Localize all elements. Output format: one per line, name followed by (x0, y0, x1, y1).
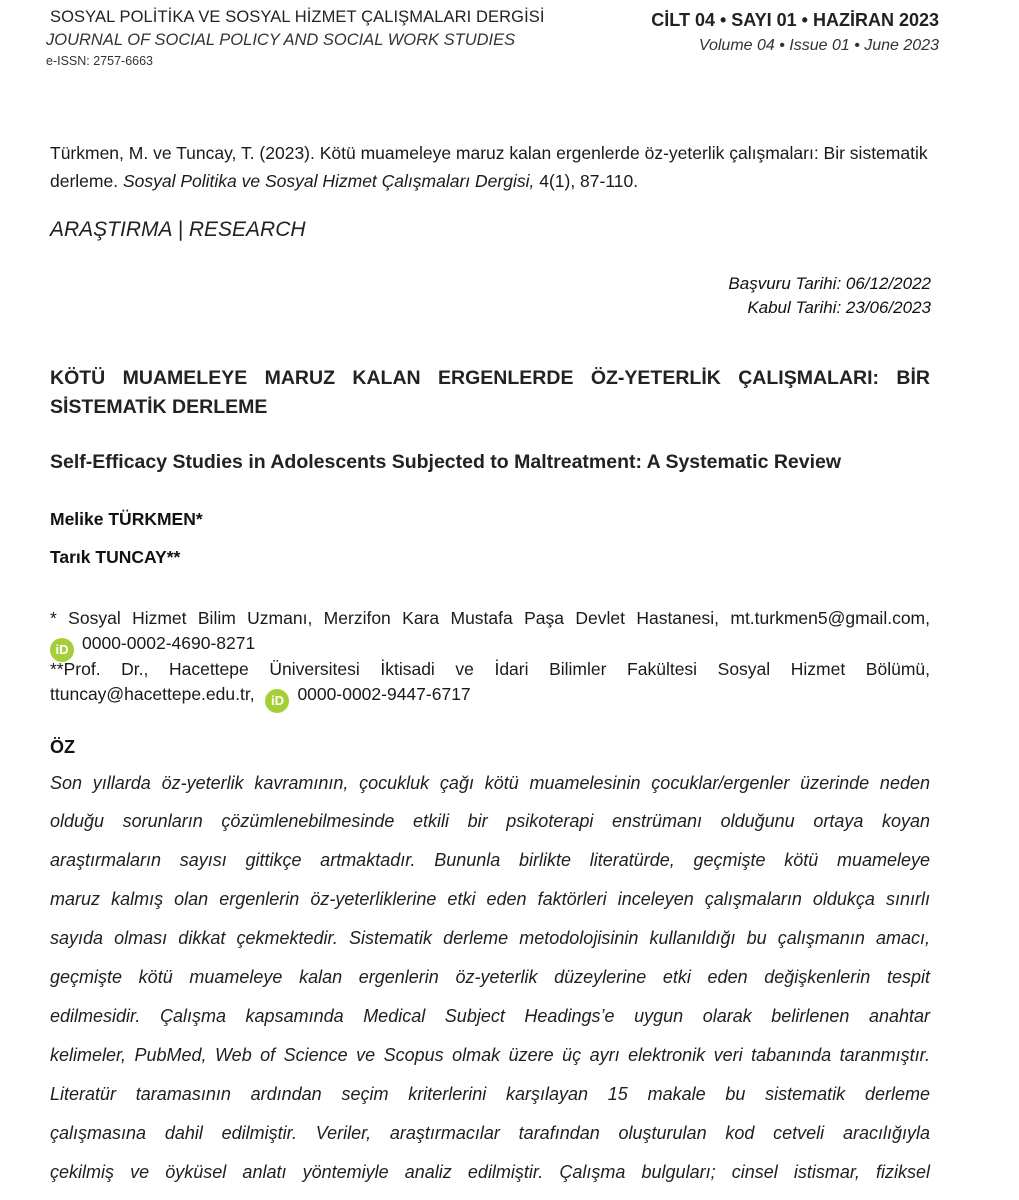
dates (728, 272, 931, 320)
orcid-id-1[interactable]: 0000-0002-4690-8271 (82, 633, 256, 653)
author-1: Melike TÜRKMEN* (50, 509, 203, 529)
title-tr-line-1: KÖTÜ MUAMELEYE MARUZ KALAN ERGENLERDE ÖZ-YETERLİK ÇALIŞMALARI: BİR (50, 367, 930, 389)
orcid-icon[interactable]: iD (50, 638, 74, 662)
orcid-id-2[interactable]: 0000-0002-9447-6717 (297, 684, 471, 704)
abstract-line: kelimeler, PubMed, Web of Science ve Scopus olmak üzere üç ayrı elektronik veri tabanında taranmıştır. (50, 1045, 930, 1065)
affiliation-2: **Prof. Dr., Hacettepe Üniversitesi İktisadi ve İdari Bilimler Fakültesi Sosyal Hizmet Bölümü, (50, 659, 930, 679)
journal-name-tr: SOSYAL POLİTİKA VE SOSYAL HİZMET ÇALIŞMALARI DERGİSİ (50, 8, 545, 26)
citation-pages: 4(1), 87-110. (534, 171, 639, 191)
article-category: ARAŞTIRMA | RESEARCH (50, 218, 306, 241)
title-en: Self-Efficacy Studies in Adolescents Subjected to Maltreatment: A Systematic Review (50, 451, 842, 473)
submission-date: Başvuru Tarihi: 06/12/2022 (728, 274, 931, 293)
issue-info-tr: CİLT 04 • SAYI 01 • HAZİRAN 2023 (651, 10, 939, 30)
citation-journal: Sosyal Politika ve Sosyal Hizmet Çalışmaları Dergisi, (122, 171, 535, 191)
orcid-icon[interactable]: iD (265, 689, 289, 713)
abstract-line: edilmesidir. Çalışma kapsamında Medical Subject Headings’e uygun olarak belirlenen anahtar (50, 1006, 930, 1026)
abstract-heading: ÖZ (50, 737, 75, 757)
affiliation-1-orcid-line (50, 633, 255, 662)
author-2: Tarık TUNCAY** (50, 547, 181, 567)
title-tr-line-2: SİSTEMATİK DERLEME (50, 396, 268, 418)
citation-authors: Türkmen, M. ve Tuncay, T. (2023). Kötü muameleye maruz kalan ergenlerde öz-yeterlik çalışmaları: Bir sistematik derleme. (50, 143, 928, 191)
abstract-line: geçmişte kötü muameleye kalan ergenlerin öz-yeterlik düzeylerine etki eden değişkenlerin tespit (50, 967, 930, 987)
abstract-line: Son yıllarda öz-yeterlik kavramının, çocukluk çağı kötü muamelesinin çocuklar/ergenler üzerinde neden (50, 773, 930, 793)
citation (50, 139, 932, 195)
issn: e-ISSN: 2757-6663 (46, 54, 154, 68)
journal-name-en: JOURNAL OF SOCIAL POLICY AND SOCIAL WORK STUDIES (46, 31, 516, 49)
affiliation-2-email[interactable]: ttuncay@hacettepe.edu.tr, (50, 684, 255, 704)
abstract-line: çalışmasına dahil edilmiştir. Veriler, araştırmacılar tarafından oluşturulan kod cetveli aracılığıyla (50, 1123, 930, 1143)
affiliation-2-orcid-line (50, 684, 471, 713)
abstract-line: çekilmiş ve öyküsel anlatı yöntemiyle analiz edilmiştir. Çalışma bulguları; cinsel istismar, fiziksel (50, 1162, 930, 1182)
issue-info-en: Volume 04 • Issue 01 • June 2023 (698, 37, 939, 54)
abstract-line: Literatür taramasının ardından seçim kriterlerini karşılayan 15 makale bu sistematik derleme (50, 1084, 930, 1104)
abstract-line: sayıda olması dikkat çekmektedir. Sistematik derleme metodolojisinin kullanıldığı bu çalışmanın amacı, (50, 928, 930, 948)
acceptance-date: Kabul Tarihi: 23/06/2023 (747, 298, 931, 317)
abstract-line: araştırmaların sayısı gittikçe artmaktadır. Bununla birlikte literatürde, geçmişte kötü muameleye (50, 850, 930, 870)
abstract-line: maruz kalmış olan ergenlerin öz-yeterliklerine etki eden faktörleri inceleyen çalışmaların oldukça sınırlı (50, 889, 930, 909)
abstract-line: olduğu sorunların çözümlenebilmesinde etkili bir psikoterapi enstrümanı olduğunu ortaya koyan (50, 811, 930, 831)
affiliation-1: * Sosyal Hizmet Bilim Uzmanı, Merzifon Kara Mustafa Paşa Devlet Hastanesi, mt.turkmen5@gmail.com, (50, 608, 930, 628)
